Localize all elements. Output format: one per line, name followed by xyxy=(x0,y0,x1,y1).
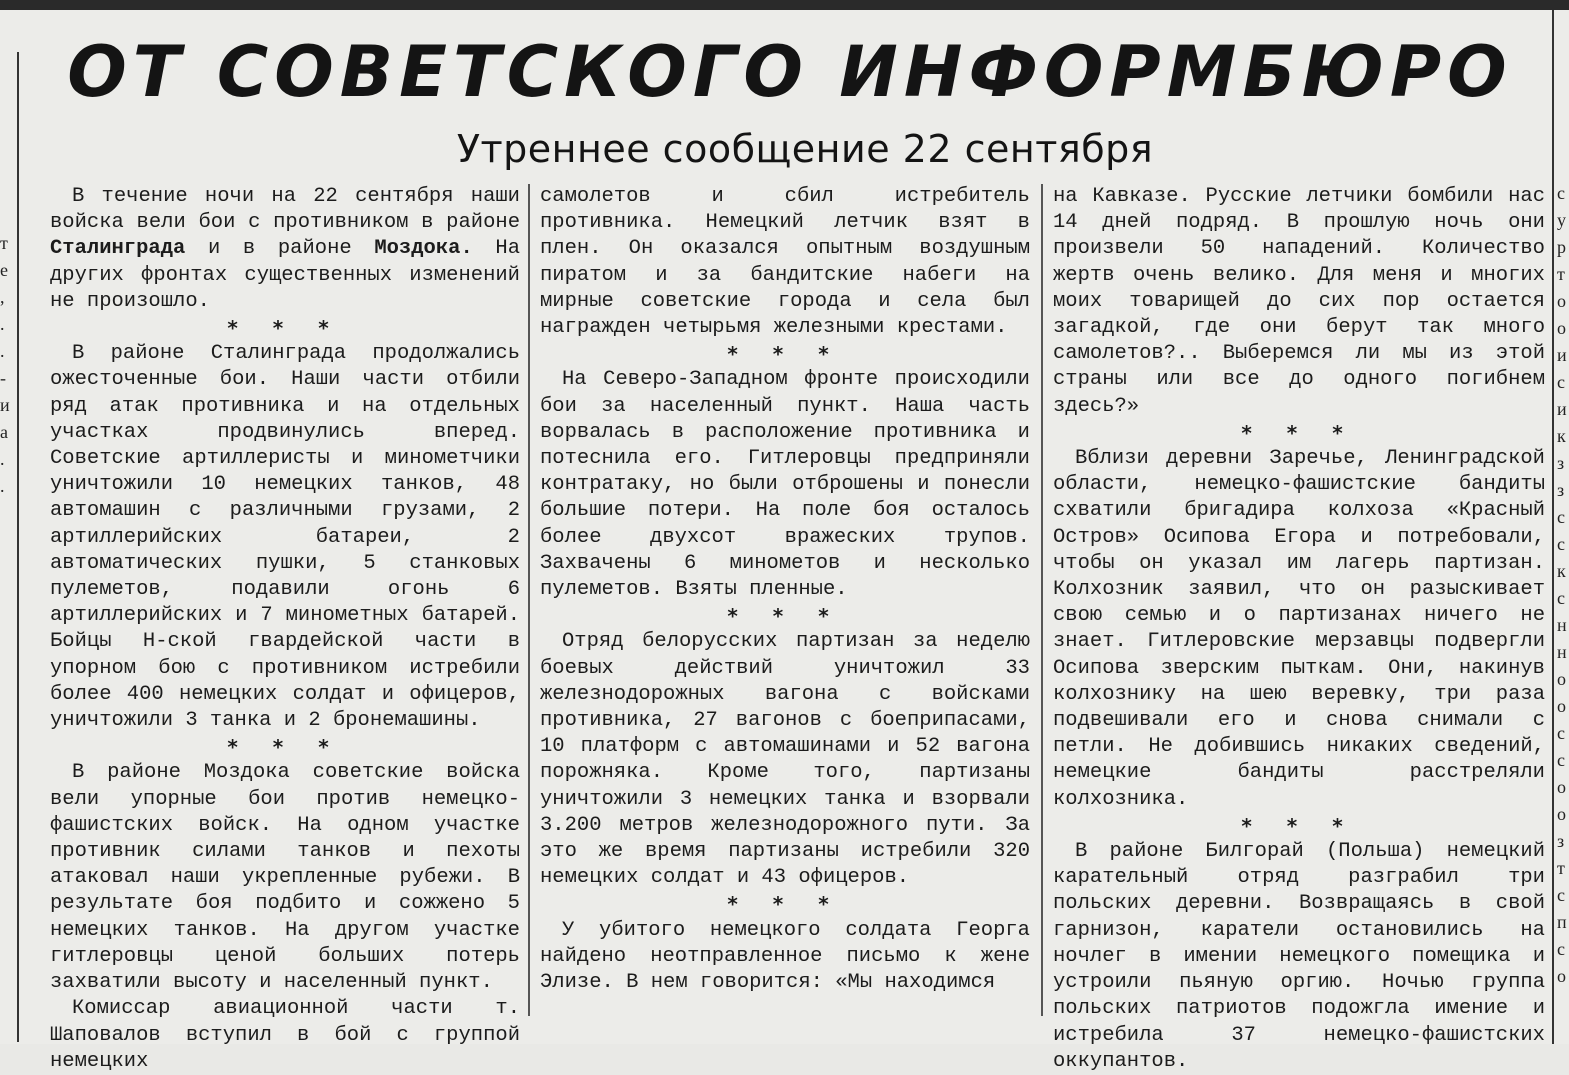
margin-glyph: с xyxy=(1557,183,1565,203)
text-run: На других фронтах существенных изменений не произошло. xyxy=(50,237,520,313)
left-margin-fragment xyxy=(0,230,12,500)
article-column-2 xyxy=(540,184,1030,996)
margin-glyph: е xyxy=(0,260,8,280)
margin-glyph: п xyxy=(1557,912,1567,932)
margin-glyph: к xyxy=(1557,561,1566,581)
margin-glyph: о xyxy=(1557,696,1566,716)
margin-glyph: о xyxy=(1557,291,1566,311)
margin-glyph: у xyxy=(1557,210,1566,230)
section-separator: * * * xyxy=(727,604,843,629)
text-run: В течение ночи на 22 сентября наши войска вели бои с противником в районе xyxy=(50,185,520,235)
margin-glyph: с xyxy=(1557,534,1565,554)
margin-glyph: р xyxy=(1557,237,1566,257)
margin-glyph: , xyxy=(0,287,5,307)
margin-glyph: и xyxy=(1557,345,1567,365)
margin-glyph: с xyxy=(1557,507,1565,527)
margin-glyph: с xyxy=(1557,588,1565,608)
column-divider xyxy=(1041,184,1043,1016)
paragraph-northwest-front: На Северо-Западном фронте происходили бои за населенный пункт. Наша часть ворвалась в расположение противника и потеснила его. Гитлеровцы предприняли контратаку, но были отброшены и понесли большие потери. На поле боя осталось более двухсот вражеских трупов. Захвачены 6 минометов и несколько пулеметов. Взяты пленные. xyxy=(540,368,1030,602)
section-separator: * * * xyxy=(727,342,843,367)
margin-glyph: о xyxy=(1557,804,1566,824)
article-column-3 xyxy=(1053,184,1545,1075)
paragraph-commissar: Комиссар авиационной части т. Шаповалов вступил в бой с группой немецких xyxy=(50,997,520,1073)
margin-glyph: . xyxy=(0,314,5,334)
margin-glyph: с xyxy=(1557,939,1565,959)
paragraph-overview xyxy=(50,184,520,315)
page-headline: ОТ СОВЕТСКОГО ИНФОРМБЮРО xyxy=(67,31,1513,113)
section-separator: * * * xyxy=(727,892,843,917)
section-separator: * * * xyxy=(1241,420,1357,445)
margin-glyph: з xyxy=(1557,831,1565,851)
article-column-1 xyxy=(50,184,520,1075)
margin-glyph: з xyxy=(1557,480,1565,500)
margin-glyph: о xyxy=(1557,318,1566,338)
margin-glyph: т xyxy=(1557,264,1565,284)
margin-glyph: о xyxy=(1557,777,1566,797)
margin-glyph: т xyxy=(0,233,8,253)
paragraph-commissar-continued: самолетов и сбил истребитель противника. Немецкий летчик взят в плен. Он оказался опытным воздушным пиратом и за бандитские набеги на мирные советские города и села был награжден четырьмя железными крестами. xyxy=(540,185,1030,340)
margin-glyph: с xyxy=(1557,372,1565,392)
place-name-mozdok: Моздока. xyxy=(374,237,473,261)
left-border-rule xyxy=(17,52,19,1042)
section-separator: * * * xyxy=(1241,813,1357,838)
margin-glyph: с xyxy=(1557,723,1565,743)
margin-glyph: с xyxy=(1557,750,1565,770)
margin-glyph: а xyxy=(0,422,8,442)
section-separator: * * * xyxy=(227,735,343,760)
margin-glyph: . xyxy=(0,341,5,361)
paragraph-stalingrad: В районе Сталинграда продолжались ожесточенные бои. Наши части отбили ряд атак противника и на отдельных участках продвинулись вперед. Советские артиллеристы и минометчики уничтожили 10 немецких танков, 48 автомашин с различными грузами, 2 артиллерийских батареи, 2 автоматических пушки, 5 станковых пулеметов, подавили огонь 6 артиллерийских и 7 минометных батарей. Бойцы Н-ской гвардейской части в упорном бою с противником истребили более 400 немецких солдат и офицеров, уничтожили 3 танка и 2 бронемашины. xyxy=(50,342,520,733)
section-separator: * * * xyxy=(227,316,343,341)
column-divider xyxy=(528,184,530,1016)
page-subheadline: Утреннее сообщение 22 сентября xyxy=(456,127,1154,171)
paragraph-letter-continued: на Кавказе. Русские летчики бомбили нас 14 дней подряд. В прошлую ночь они произвели 50 нападений. Количество жертв очень велико. Для меня и многих моих товарищей до сих пор остается загадкой, где они берут так много самолетов?.. Выберемся ли мы из этой страны или все до одного погибнем здесь?» xyxy=(1053,185,1545,418)
margin-glyph: з xyxy=(1557,453,1565,473)
margin-glyph: о xyxy=(1557,966,1566,986)
place-name-stalingrad: Сталинграда xyxy=(50,237,186,261)
paragraph-mozdok: В районе Моздока советские войска вели упорные бои против немецко-фашистских войск. На одном участке противник силами танков и пехоты атаковал наши укрепленные рубежи. В результате боя подбито и сожжено 5 немецких танков. На другом участке гитлеровцы ценой больших потерь захватили высоту и населенный пункт. xyxy=(50,761,520,995)
margin-glyph: и xyxy=(1557,399,1567,419)
margin-glyph: н xyxy=(1557,615,1567,635)
text-run: и в районе xyxy=(185,237,375,261)
margin-glyph: . xyxy=(0,476,5,496)
top-edge-strip xyxy=(0,0,1569,10)
margin-glyph: о xyxy=(1557,669,1566,689)
margin-glyph: - xyxy=(0,368,6,388)
paragraph-partisans: Отряд белорусских партизан за неделю боевых действий уничтожил 33 железнодорожных вагона с войсками противника, 27 вагонов с боеприпасами, 10 платформ с автомашинами и 52 вагона порожняка. Кроме того, партизаны уничтожили 3 немецких танка и взорвали 3.200 метров железнодорожного пути. За это же время партизаны истребили 320 немецких солдат и 43 офицеров. xyxy=(540,630,1030,890)
margin-glyph: с xyxy=(1557,885,1565,905)
paragraph-zarechye: Вблизи деревни Заречье, Ленинградской области, немецко-фашистские бандиты схватили бригадира колхоза «Красный Остров» Осипова Егора и потребовали, чтобы он указал им лагерь партизан. Колхозник заявил, что он разыскивает свою семью и о партизанах ничего не знает. Гитлеровские мерзавцы подвергли Осипова зверским пыткам. Они, накинув колхознику на шею веревку, три раза подвешивали его и снова снимали с петли. Не добившись никаких сведений, немецкие бандиты расстреляли колхозника. xyxy=(1053,447,1545,811)
margin-glyph: и xyxy=(0,395,10,415)
margin-glyph: н xyxy=(1557,642,1567,662)
margin-glyph: т xyxy=(1557,858,1565,878)
right-margin-fragment xyxy=(1557,180,1569,990)
margin-glyph: к xyxy=(1557,426,1566,446)
paragraph-letter: У убитого немецкого солдата Георга найдено неотправленное письмо к жене Элизе. В нем говорится: «Мы находимся xyxy=(540,918,1030,995)
paragraph-bilgoraj: В районе Билгорай (Польша) немецкий карательный отряд разграбил три польских деревни. Возвращаясь в свой гарнизон, каратели остановились на ночлег в имении немецкого помещика и устроили пьяную оргию. Ночью группа польских патриотов подожгла имение и истребила 37 немецко-фашистских оккупантов. xyxy=(1053,840,1545,1073)
margin-glyph: . xyxy=(0,449,5,469)
